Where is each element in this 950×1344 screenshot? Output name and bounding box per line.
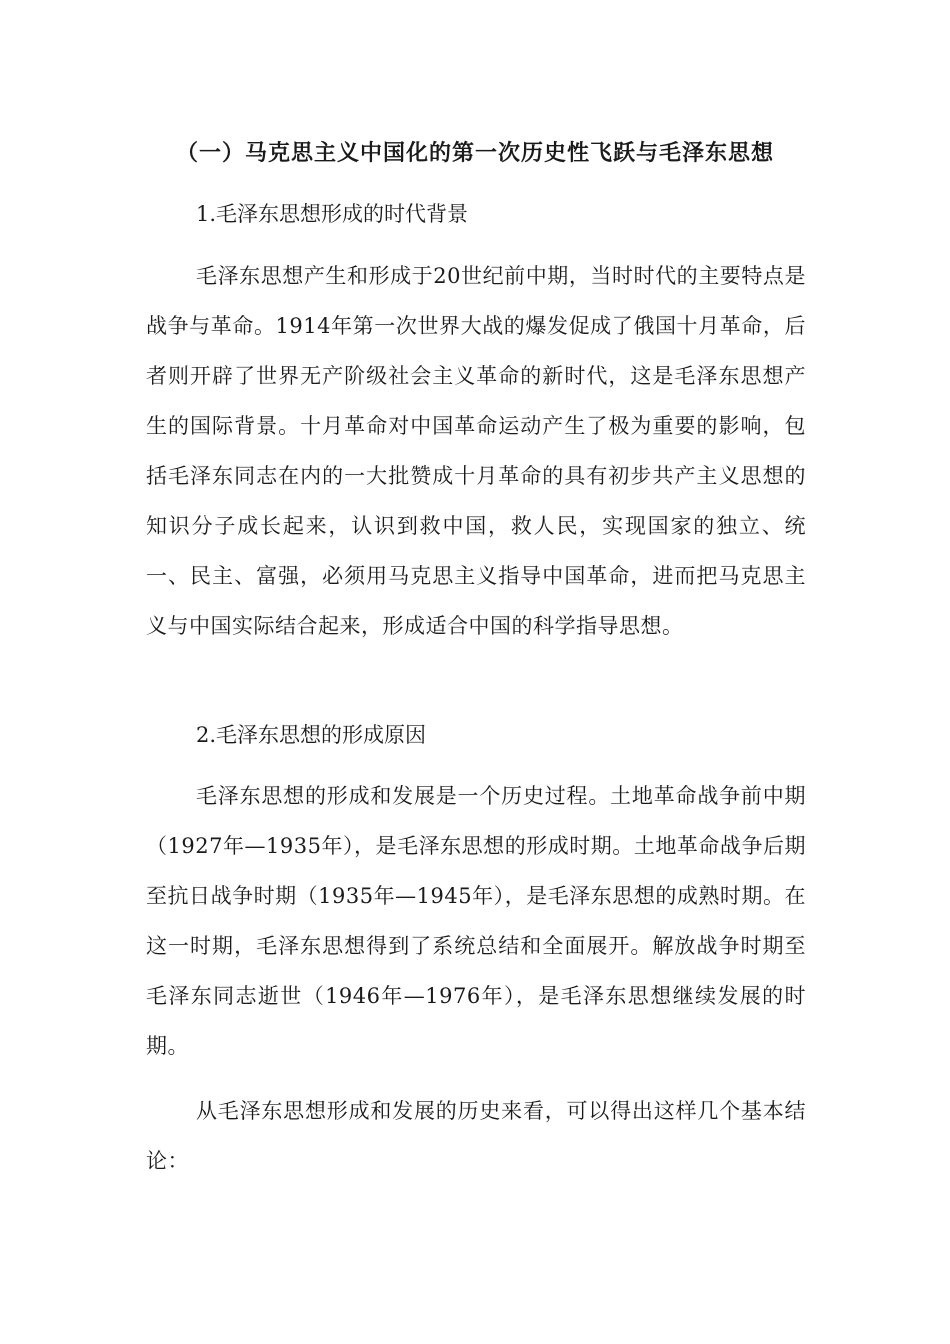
subsection-heading-causes: 2.毛泽东思想的形成原因 [196,723,427,747]
section-title: （一）马克思主义中国化的第一次历史性飞跃与毛泽东思想 [175,141,774,166]
paragraph-formation-process: 毛泽东思想的形成和发展是一个历史过程。土地革命战争前中期（1927年—1935年），是毛泽东思想的形成时期。土地革命战争后期至抗日战争时期（1935年—1945年），是毛泽东思想的成熟时期。在这一时期，毛泽东思想得到了系统总结和全面展开。解放战争时期至毛泽东同志逝世（1946年—1976年），是毛泽东思想继续发展的时期。 [146,784,806,1058]
paragraph-conclusions-intro: 从毛泽东思想形成和发展的历史来看，可以得出这样几个基本结论： [146,1099,806,1173]
subsection-heading-background: 1.毛泽东思想形成的时代背景 [196,202,469,226]
paragraph-background: 毛泽东思想产生和形成于20世纪前中期，当时时代的主要特点是战争与革命。1914年第一次世界大战的爆发促成了俄国十月革命，后者则开辟了世界无产阶级社会主义革命的新时代，这是毛泽东思想产生的国际背景。十月革命对中国革命运动产生了极为重要的影响，包括毛泽东同志在内的一大批赞成十月革命的具有初步共产主义思想的知识分子成长起来，认识到救中国，救人民，实现国家的独立、统一、民主、富强，必须用马克思主义指导中国革命，进而把马克思主义与中国实际结合起来，形成适合中国的科学指导思想。 [146,264,806,638]
